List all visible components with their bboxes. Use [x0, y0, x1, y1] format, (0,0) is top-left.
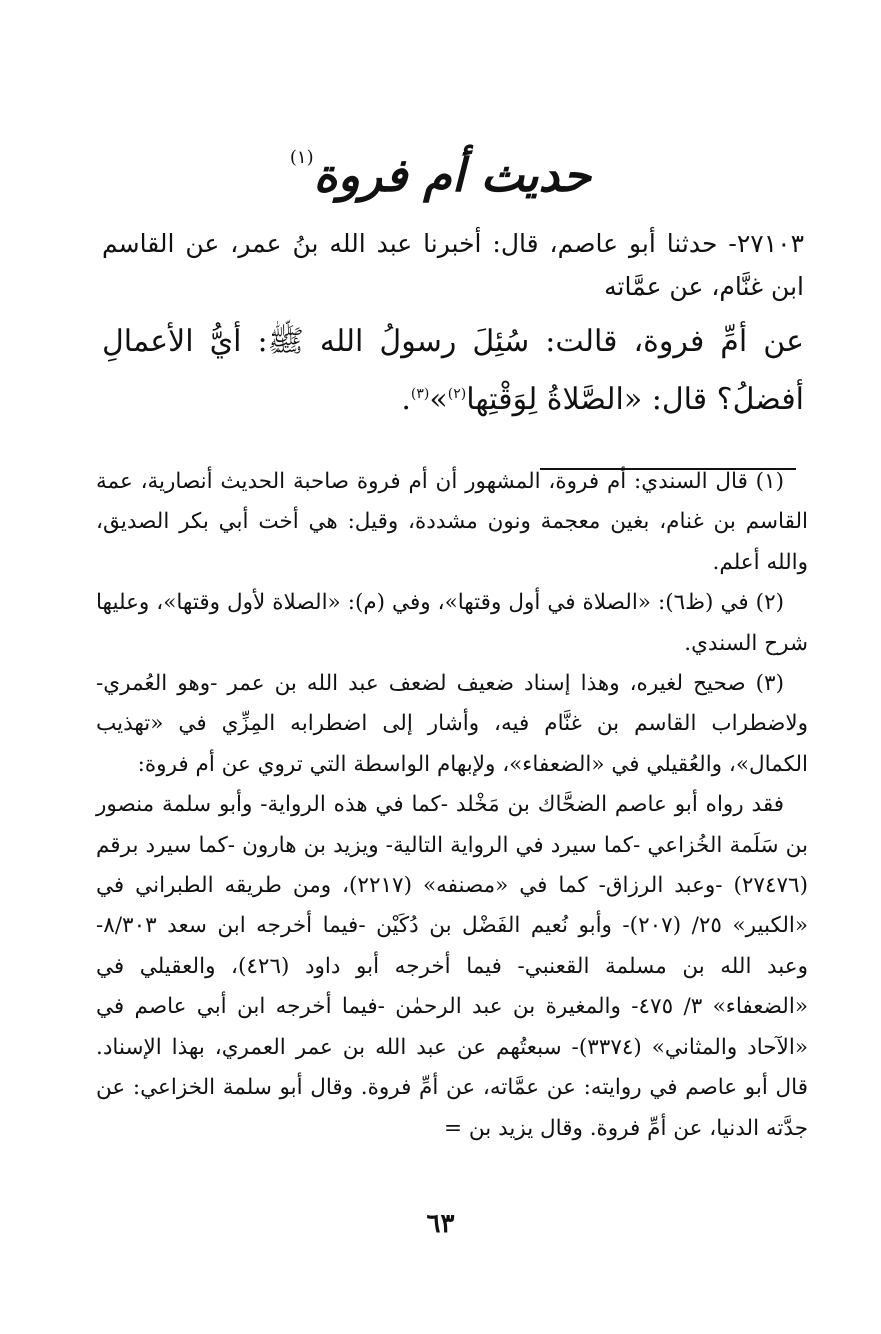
matn-footnote-marker-3: (٣)	[410, 386, 430, 402]
hadith-block	[102, 222, 804, 426]
matn-footnote-marker-2: (٢)	[447, 386, 467, 402]
footnote-2: (٢) في (ظ٦): «الصلاة في أول وقتها»، وفي (م): «الصلاة لأول وقتها»، وعليها شرح السندي.	[96, 590, 808, 656]
matn-end-period: .	[401, 382, 411, 417]
hadith-matn	[102, 316, 804, 426]
title-footnote-marker: (١)	[289, 147, 314, 168]
matn-close-quote: »	[429, 382, 448, 417]
hadith-matn-text: عن أمِّ فروة، قالت: سُئِلَ رسولُ الله ﷺ: أيُّ الأعمالِ أفضلُ؟ قال: «الصَّلاةُ لِوَقْتِها	[102, 324, 804, 417]
hadith-isnad: ٢٧١٠٣- حدثنا أبو عاصم، قال: أخبرنا عبد الله بنُ عمر، عن القاسم ابن غنَّام، عن عمَّاته	[102, 229, 804, 301]
footnote-3-continuation: فقد رواه أبو عاصم الضحَّاك بن مَخْلد -كما في هذه الرواية- وأبو سلمة منصور بن سَلَمة الخُزاعي -كما سيرد في الرواية التالية- ويزيد بن هارون -كما سيرد برقم (٢٧٤٧٦) -وعبد الرزاق- كما في «مصنفه» (٢٢١٧)، ومن طريقه الطبراني في «الكبير» ٢٥/ (٢٠٧)- وأبو نُعيم الفَضْل بن دُكَيْن -فيما أخرجه ابن سعد ٨/٣٠٣- وعبد الله بن مسلمة القعنبي- فيما أخرجه أبو داود (٤٢٦)، والعقيلي في «الضعفاء» ٣/ ٤٧٥- والمغيرة بن عبد الرحمٰن -فيما أخرجه ابن أبي عاصم في «الآحاد والمثاني» (٣٣٧٤)- سبعتُهم عن عبد الله بن عمر العمري، بهذا الإسناد. قال أبو عاصم في روايته: عن عمَّاته، عن أمِّ فروة. وقال أبو سلمة الخزاعي: عن جدَّته الدنيا، عن أمِّ فروة. وقال يزيد بن =	[96, 792, 808, 1141]
page-number: ٦٣	[426, 1209, 455, 1239]
footnote-3: (٣) صحيح لغيره، وهذا إسناد ضعيف لضعف عبد الله بن عمر -وهو العُمري- ولاضطراب القاسم بن غنَّام فيه، وأشار إلى اضطرابه المِزِّي في «تهذيب الكمال»، والعُقيلي في «الضعفاء»، ولإبهام الواسطة التي تروي عن أم فروة:	[96, 671, 808, 777]
section-title	[0, 118, 881, 215]
footnote-1: (١) قال السندي: أم فروة، المشهور أن أم فروة صاحبة الحديث أنصارية، عمة القاسم بن غنام، بغين معجمة ونون مشددة، وقيل: هي أخت أبي بكر الصديق، والله أعلم.	[96, 469, 808, 575]
section-title-text: حديث أم فروة	[313, 148, 592, 202]
footnotes-block	[96, 462, 808, 1149]
